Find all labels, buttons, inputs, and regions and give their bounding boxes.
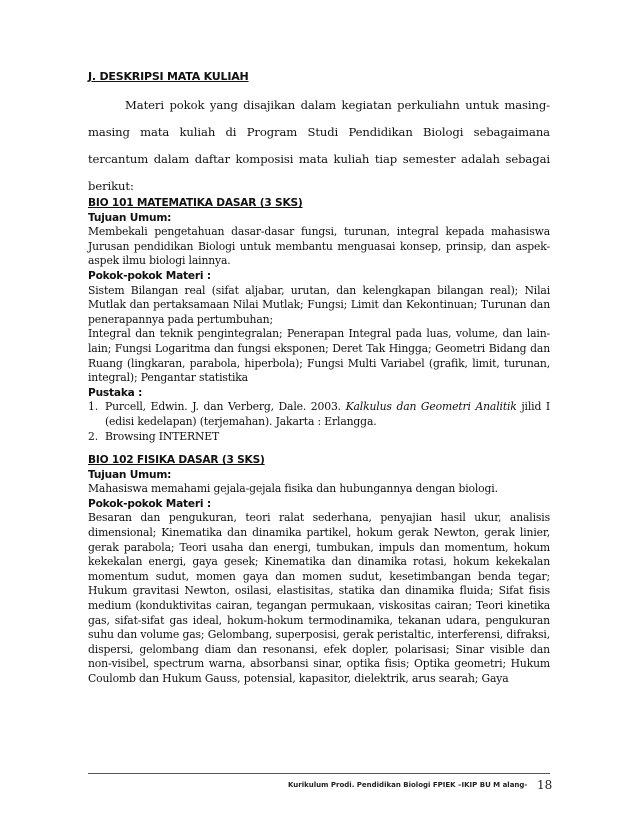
section-heading: J. DESKRIPSI MATA KULIAH	[88, 70, 249, 83]
course-list	[88, 196, 550, 687]
pokok-label: Pokok-pokok Materi :	[88, 269, 211, 282]
course-title: BIO 101 MATEMATIKA DASAR (3 SKS)	[88, 197, 303, 209]
reference-number: 1.	[88, 400, 99, 414]
footer-divider	[88, 773, 550, 774]
reference-item	[88, 400, 550, 429]
reference-list	[88, 400, 550, 444]
pustaka-label: Pustaka :	[88, 386, 143, 399]
tujuan-label: Tujuan Umum:	[88, 468, 172, 481]
intro-paragraph	[88, 92, 550, 200]
tujuan-text: Mahasiswa memahami gejala-gejala fisika dan hubungannya dengan biologi.	[88, 482, 498, 496]
course-bio101	[88, 196, 550, 444]
reference-details: jilid I (edisi kedelapan) (terjemahan). Jakarta : Erlangga.	[105, 400, 550, 428]
reference-title: Kalkulus dan Geometri Analitik	[345, 400, 517, 414]
tujuan-text: Membekali pengetahuan dasar-dasar fungsi, turunan, integral kepada mahasiswa Jurusan pendidikan Biologi untuk membantu menguasai konsep, prinsip, dan aspek-aspek ilmu biologi lainnya.	[88, 225, 550, 268]
reference-item	[88, 430, 550, 445]
pokok-text: Integral dan teknik pengintegralan; Penerapan Integral pada luas, volume, dan lain-lain; Fungsi Logaritma dan fungsi eksponen; Deret Tak Hingga; Geometri Bidang dan Ruang (lingkaran, parabola, hiperbola); Fungsi Multi Variabel (grafik, limit, turunan, integral); Pengantar statistika	[88, 327, 550, 385]
footer-text: Kurikulum Prodi. Pendidikan Biologi FPIEK –IKIP BU M alang-	[288, 781, 528, 789]
pokok-label: Pokok-pokok Materi :	[88, 497, 211, 510]
page-number: 18	[537, 778, 553, 792]
intro-text: Materi pokok yang disajikan dalam kegiatan perkuliahn untuk masing-masing mata kuliah di Program Studi Pendidikan Biologi sebagaimana tercantum dalam daftar komposisi mata kuliah tiap semester adalah sebagai berikut:	[88, 98, 550, 193]
course-title: BIO 102 FISIKA DASAR (3 SKS)	[88, 454, 265, 467]
course-bio102	[88, 453, 550, 687]
tujuan-label: Tujuan Umum:	[88, 211, 172, 224]
reference-text: Browsing INTERNET	[105, 429, 220, 443]
reference-authors: Purcell, Edwin. J. dan Verberg, Dale. 2003.	[105, 400, 341, 414]
pokok-text: Sistem Bilangan real (sifat aljabar, urutan, dan kelengkapan bilangan real); Nilai Mutlak dan pertaksamaan Nilai Mutlak; Fungsi; Limit dan Kekontinuan; Turunan dan penerapannya pada pertumbuhan;	[88, 283, 550, 326]
reference-number: 2.	[88, 429, 99, 443]
pokok-text: Besaran dan pengukuran, teori ralat sederhana, penyajian hasil ukur, analisis dimensional; Kinematika dan dinamika partikel, hokum gerak Newton, gerak linier, gerak parabola; Teori usaha dan energi, tumbukan, impuls dan momentum, hokum kekekalan energi, gaya gesek; Kinematika dan dinamika rotasi, hokum kekekalan momentum sudut, momen gaya dan momen sudut, kesetimbangan benda tegar; Hukum gravitasi Newton, osilasi, elastisitas, statika dan dinamika fluida; Sifat fisis medium (konduktivitas cairan, tegangan permukaan, viskositas cairan; Teori kinetika gas, sifat-sifat gas ideal, hokum-hokum termodinamika, tekanan udara, pengukuran suhu dan volume gas; Gelombang, superposisi, gerak peristaltic, interferensi, difraksi, dispersi, gelombang diam dan resonansi, efek dopler, polarisasi; Sinar visible dan non-visibel, spectrum warna, absorbansi sinar, optika fisis; Optika geometri; Hukum Coulomb dan Hukum Gauss, potensial, kapasitor, dielektrik, arus searah; Gaya	[88, 511, 550, 685]
